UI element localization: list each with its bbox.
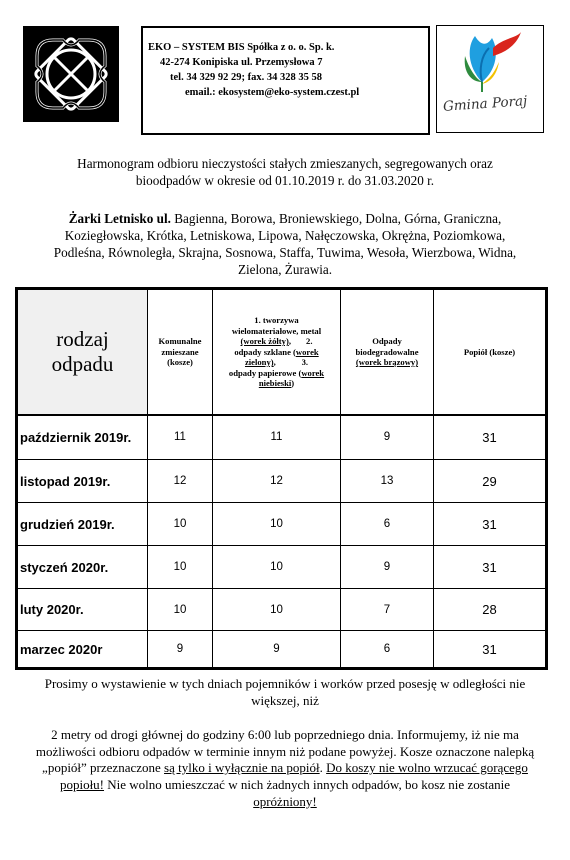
month-cell: grudzień 2019r. [20,516,115,532]
gmina-logo-text: Gmina Poraj [442,93,528,115]
ash-day-cell: 28 [482,602,497,617]
green-bag-label-2: zielony) [244,357,274,368]
schedule-table [15,287,548,670]
header-mixed-line: zmieszane [161,346,199,357]
ash-day-cell: 29 [482,473,497,489]
note-text: . [319,760,327,776]
company-name: EKO – SYSTEM BIS Spółka z o. o. Sp. k. [148,42,335,53]
month-cell: luty 2020r. [20,602,84,617]
header-waste-type [18,290,147,414]
company-address: 42-274 Konipiska ul. Przemysłowa 7 [160,57,323,68]
header-seg-punct: ) [291,378,295,389]
bio-day-cell: 7 [383,603,391,616]
month-cell: marzec 2020r [20,641,103,657]
header-seg-line [229,336,324,347]
header-seg-num: 2. [306,336,313,347]
header-seg-line: 1. tworzywa [254,315,299,326]
header-mixed-waste [148,290,212,414]
header-seg-line [229,378,324,389]
placement-note [20,676,550,709]
header-seg-punct: , [288,336,291,347]
mixed-day-cell: 12 [173,475,187,487]
segregated-day-cell: 11 [270,431,283,443]
header-seg-text: odpady papierowe ( [228,367,302,378]
header-bio-line: biodegradowalne [355,346,419,357]
yellow-bag-label: (worek żółty) [240,336,289,347]
ash-day-cell: 31 [482,641,497,657]
brown-bag-label: (worek brązowy) [355,357,419,368]
company-email: email.: ekosystem@eko-system.czest.pl [185,87,360,98]
month-cell: październik 2019r. [20,429,132,445]
collection-rules-note [20,727,550,811]
company-info-box [141,26,430,135]
note-text: Nie wolno umieszczać w nich żadnych innych odpadów, bo kosz nie zostanie [104,777,511,793]
street-list [18,210,552,278]
mixed-day-cell: 10 [173,561,187,573]
celtic-knot-icon [23,26,119,122]
note-line [20,777,550,794]
month-cell: listopad 2019r. [20,473,111,489]
header-seg-line: wielomateriałowe, metal [231,325,322,336]
note-line [20,760,550,777]
streets-line-2: Koziegłowska, Krótka, Letniskowa, Lipowa, Nałęczowska, Okrężna, Poziomkowa, [64,228,506,243]
header-mixed-line: (kosze) [167,357,193,368]
header-ash [434,290,545,414]
bio-day-cell: 9 [383,431,391,443]
note-line: 2 metry od drogi głównej do godziny 6:00 lub poprzedniego dnia. Informujemy, iż nie ma [51,727,519,742]
header-bio-line: Odpady [372,336,402,347]
bio-day-cell: 13 [380,475,394,487]
header-seg-num: 3. [301,357,309,368]
note-line: Prosimy o wystawienie w tych dniach pojemników i worków przed posesję w odległości nie [44,676,526,691]
segregated-day-cell: 12 [270,475,283,487]
ash-only-warning: są tylko i wyłącznie na popiół [164,760,320,776]
title-line-2: bioodpadów w okresie od 01.10.2019 r. do 31.03.2020 r. [135,173,435,188]
title-line-1: Harmonogram odbioru nieczystości stałych zmieszanych, segregowanych oraz [77,156,493,171]
segregated-day-cell: 10 [270,518,283,530]
mixed-day-cell: 10 [173,518,187,530]
note-line: większej, niż [251,692,319,708]
location-label: Żarki Letnisko ul. [68,211,171,226]
tulip-logo-icon [437,26,543,96]
gmina-poraj-logo [436,25,544,133]
streets-line-1: Bagienna, Borowa, Broniewskiego, Dolna, Górna, Graniczna, [170,211,502,226]
header-seg-text: odpady szklane ( [234,346,296,357]
header-mixed-line: Komunalne [158,336,202,347]
header-seg-line [229,357,324,368]
mixed-day-cell: 9 [176,643,184,655]
mixed-day-cell: 11 [174,431,186,443]
bio-day-cell: 6 [383,643,391,655]
hot-ash-warning: Do koszy nie wolno wrzucać gorącego [326,760,528,776]
month-cell: styczeń 2020r. [20,559,109,575]
streets-line-4: Zielona, Żurawia. [237,262,333,277]
blue-bag-label-2: niebieski [258,378,292,389]
note-line [20,794,550,811]
not-emptied-warning: opróżniony! [253,793,317,809]
blue-bag-label: worek [301,367,325,378]
header-seg-line [229,347,324,358]
segregated-day-cell: 10 [270,561,283,573]
ash-day-cell: 31 [482,429,497,445]
hot-ash-warning-2: popiołu! [59,777,105,793]
header-segregated [213,290,340,414]
ash-day-cell: 31 [482,516,497,532]
segregated-day-cell: 10 [270,603,283,616]
ash-day-cell: 31 [482,559,497,575]
header-seg-punct: , [273,357,276,368]
streets-line-3: Podleśna, Równoległa, Skrajna, Sosnowa, Staffa, Tuwima, Wesoła, Wierzbowa, Widna, [53,245,517,260]
header-waste-type-line: rodzaj [56,327,109,351]
mixed-day-cell: 10 [173,603,187,616]
header-waste-type-line: odpadu [51,352,114,376]
segregated-day-cell: 9 [273,643,280,655]
note-text: „popiół” przeznaczone [42,760,165,776]
bio-day-cell: 9 [383,561,391,573]
bio-day-cell: 6 [383,518,391,530]
green-bag-label: worek [295,346,319,357]
schedule-title [20,155,550,189]
header-bio [341,290,433,414]
header-ash-label: Popiół (kosze) [463,346,516,357]
note-line: możliwości odbioru odpadów w terminie innym niż podane powyżej. Kosze oznaczone nalepką [35,743,535,759]
header-seg-line [229,368,324,379]
company-phone: tel. 34 329 92 29; fax. 34 328 35 58 [170,72,322,83]
